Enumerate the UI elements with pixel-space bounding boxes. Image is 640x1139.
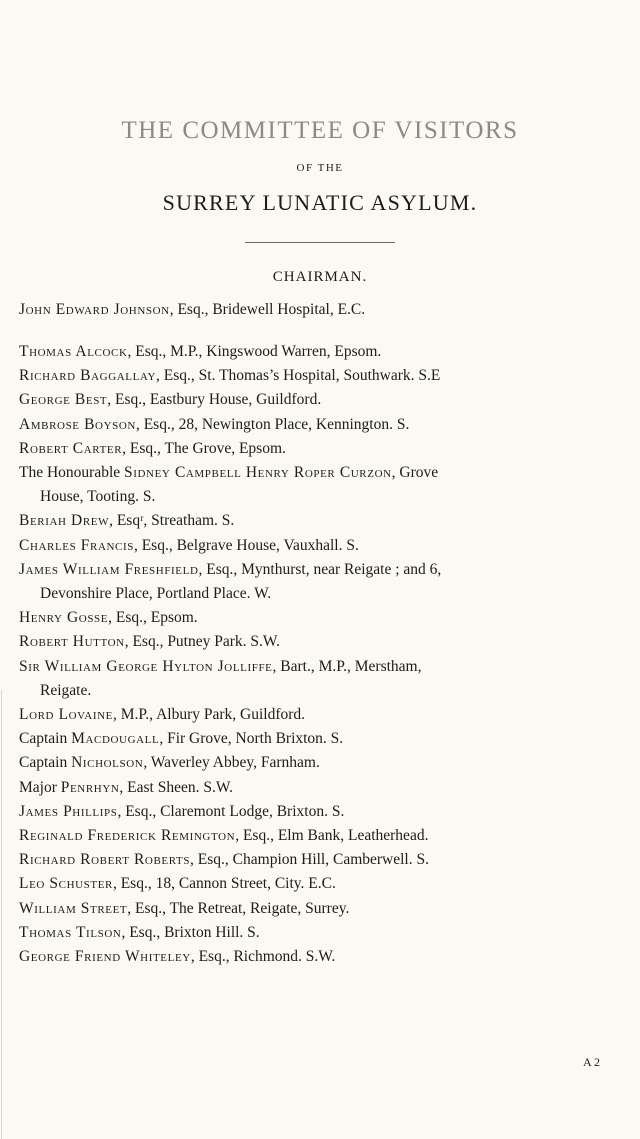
- member-name: James William Freshfield: [19, 560, 199, 578]
- member-name: Sidney Campbell Henry Roper Curzon: [124, 464, 392, 481]
- member-name: Henry Gosse: [19, 609, 109, 627]
- member-entry: [19, 558, 623, 582]
- member-details-continued: House, Tooting. S.: [40, 488, 156, 506]
- member-name: Reginald Frederick Remington: [19, 827, 236, 844]
- member-name: Richard Robert Roberts: [19, 851, 191, 869]
- subtitle: SURREY LUNATIC ASYLUM.: [162, 190, 478, 215]
- member-details: , Fir Grove, North Brixton. S.: [159, 730, 344, 748]
- member-name: Robert Hutton: [19, 633, 125, 651]
- member-name: Thomas Tilson: [19, 923, 122, 941]
- member-name: Macdougall: [71, 730, 160, 748]
- member-details: , Esq., Belgrave House, Vauxhall. S.: [133, 536, 359, 554]
- member-name: Thomas Alcock: [19, 343, 128, 360]
- member-prefix: Captain: [19, 730, 72, 748]
- member-name: George Friend Whiteley: [19, 948, 191, 965]
- member-details: , M.P., Albury Park, Guildford.: [112, 706, 306, 723]
- member-details: , Esq., M.P., Kingswood Warren, Epsom.: [127, 343, 382, 360]
- member-entry: [19, 388, 623, 412]
- member-entry: [19, 413, 623, 437]
- member-details-continued: Devonshire Place, Portland Place. W.: [40, 585, 272, 602]
- member-entry: [19, 340, 623, 364]
- member-details: , Esq., Putney Park. S.W.: [124, 633, 280, 651]
- binding-edge: [1, 690, 2, 1139]
- member-name: Penrhyn: [60, 778, 120, 796]
- member-name: Ambrose Boyson: [19, 415, 136, 433]
- member-name: Sir William George Hylton Jolliffe: [19, 657, 273, 675]
- member-entry: [19, 630, 623, 654]
- member-name: Beriah Drew: [19, 512, 110, 530]
- member-details: , Esq., 28, Newington Place, Kennington. S.: [135, 415, 410, 433]
- member-details: , Esq., Epsom.: [108, 609, 198, 627]
- member-name: Charles Francis: [19, 536, 134, 554]
- member-entry: [19, 727, 623, 751]
- member-entry: [19, 872, 623, 896]
- member-name: George Best: [19, 391, 108, 409]
- member-details: , Esq., Richmond. S.W.: [190, 948, 336, 965]
- member-entry: [19, 509, 623, 533]
- member-entry: [19, 751, 623, 775]
- member-entry: [19, 364, 623, 388]
- member-name: Lord Lovaine: [19, 706, 113, 723]
- member-details: , Esq., Eastbury House, Guildford.: [107, 391, 322, 409]
- member-entry: [19, 534, 623, 558]
- member-details: , Esq., St. Thomas’s Hospital, Southwark. S.E: [156, 367, 441, 385]
- member-details: , Esq., Champion Hill, Camberwell. S.: [190, 851, 429, 869]
- member-details: , Grove: [391, 464, 439, 481]
- chairman-heading: CHAIRMAN.: [272, 269, 368, 285]
- member-entry: [19, 437, 623, 461]
- member-details: , Esq., 18, Cannon Street, City. E.C.: [112, 875, 336, 893]
- member-details-continued: Reigate.: [40, 681, 92, 699]
- member-entry: [19, 655, 623, 679]
- member-name: Robert Carter: [19, 439, 123, 457]
- member-name: Leo Schuster: [19, 875, 113, 893]
- member-details: , East Sheen. S.W.: [119, 778, 233, 796]
- member-details: , Esq., Claremont Lodge, Brixton. S.: [117, 802, 345, 820]
- chairman-entry: [19, 298, 623, 322]
- member-details: , Esqʳ, Streatham. S.: [109, 512, 235, 530]
- member-prefix: Captain: [19, 754, 72, 772]
- member-details: , Esq., Brixton Hill. S.: [121, 923, 260, 941]
- member-entry: [19, 800, 623, 824]
- folio: A 2: [583, 1055, 601, 1069]
- of-the-caption: OF THE: [296, 162, 344, 174]
- member-details: , Esq., The Retreat, Reigate, Surrey.: [127, 899, 350, 917]
- member-entry: [19, 848, 623, 872]
- member-entry: [19, 606, 623, 630]
- member-details: , Esq., The Grove, Epsom.: [122, 439, 286, 457]
- member-entry: [19, 945, 623, 969]
- member-details: , Esq., Mynthurst, near Reigate ; and 6,: [198, 560, 442, 578]
- member-entry: [19, 703, 623, 727]
- member-entry: [19, 776, 623, 800]
- chairman-details: , Esq., Bridewell Hospital, E.C.: [169, 301, 366, 318]
- member-entry: [19, 921, 623, 945]
- member-entry: [19, 461, 623, 485]
- member-details: , Bart., M.P., Merstham,: [272, 657, 422, 675]
- chairman-name: John Edward Johnson: [19, 301, 170, 318]
- member-name: Richard Baggallay: [19, 367, 157, 385]
- divider-rule: [245, 242, 395, 243]
- member-name: William Street: [19, 899, 128, 917]
- member-details: , Esq., Elm Bank, Leatherhead.: [235, 827, 429, 844]
- member-prefix: Major: [19, 778, 61, 796]
- member-entry: [19, 897, 623, 921]
- member-prefix: The Honourable: [19, 464, 125, 481]
- member-name: Nicholson: [71, 754, 144, 772]
- member-name: James Phillips: [19, 802, 118, 820]
- member-entry: [19, 824, 623, 848]
- page-title: THE COMMITTEE OF VISITORS: [121, 117, 519, 144]
- member-details: , Waverley Abbey, Farnham.: [143, 754, 320, 772]
